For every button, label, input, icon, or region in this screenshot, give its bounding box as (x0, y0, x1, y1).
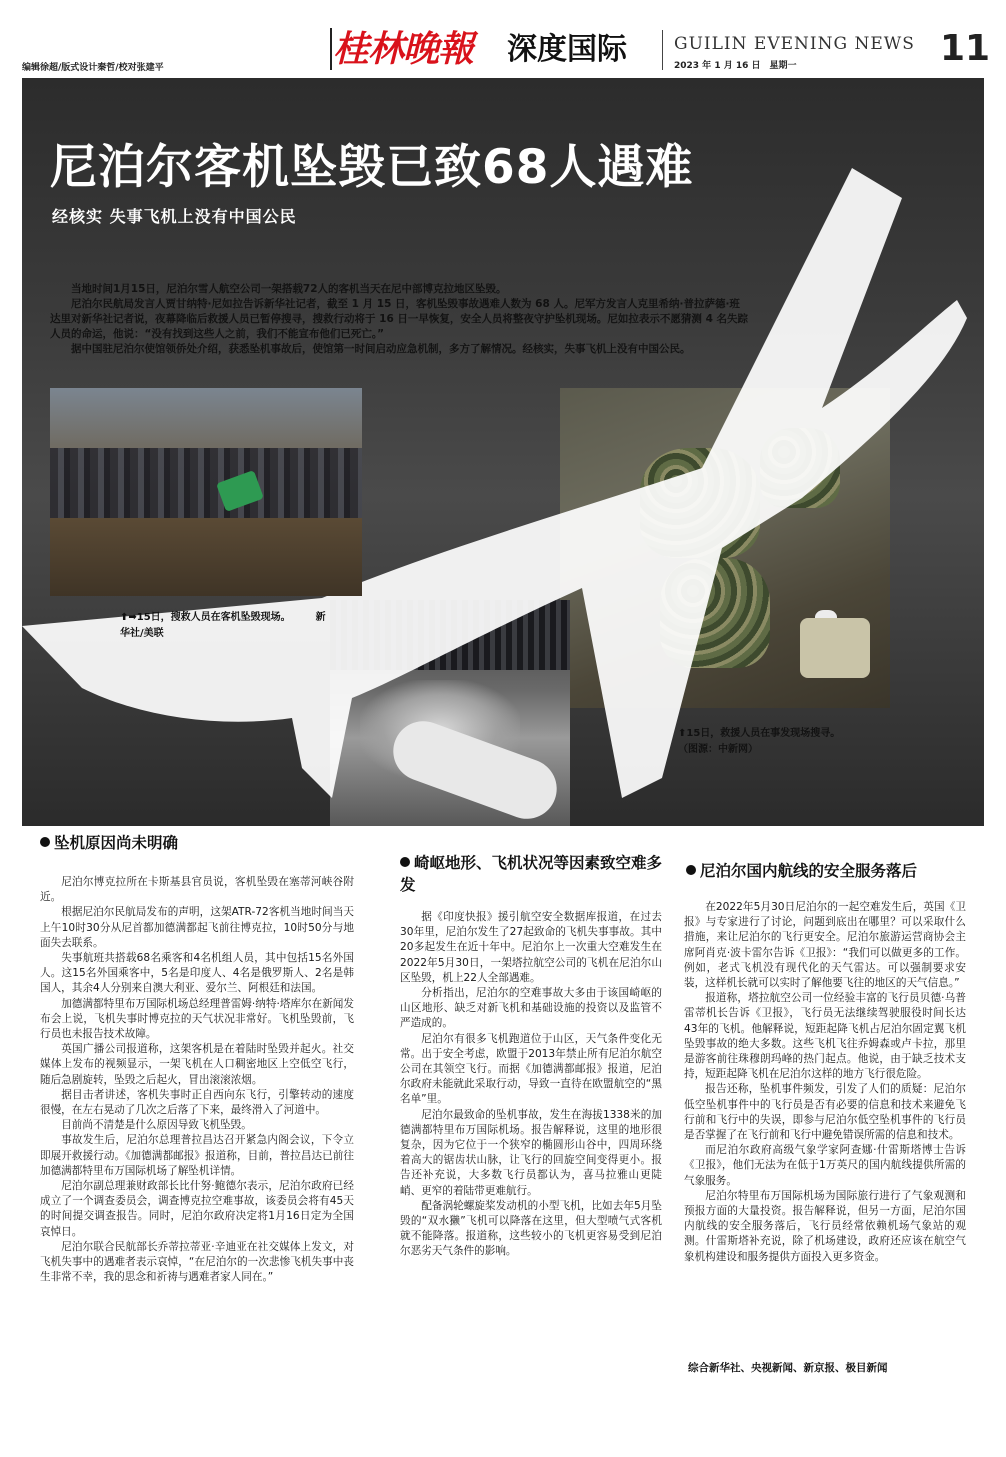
masthead-divider (330, 28, 332, 70)
source-credit: 综合新华社、央视新闻、新京报、极目新闻 (688, 1362, 888, 1374)
lead-paragraph: 当地时间1月15日，尼泊尔雪人航空公司一架搭载72人的客机当天在尼中部博克拉地区坠毁。 (71, 283, 507, 295)
issue-date: 2023 年 1 月 16 日 星期一 (674, 61, 797, 71)
lead-paragraph: 尼泊尔民航局发言人贾甘纳特·尼如拉告诉新华社记者，截至 1 月 15 日，客机坠毁事故遇难人数为 68 人。尼军方发言人克里希纳·普拉萨德·班达里对新华社记者说，夜幕降临后救援人员已暂停搜寻，搜救行动将于 16 日一早恢复，安全人员将整夜守护坠机现场。尼如拉表示不愿猜测 4 名失踪人员的命运，他说：“没有找到这些人之前，我们不能宣布他们已死亡。” (50, 298, 749, 340)
headline: 尼泊尔客机坠毁已致68人遇难 (50, 140, 694, 195)
section-title-2: 崎岖地形、飞机状况等因素致空难多发 (400, 854, 663, 894)
photo-caption-rescuers: ⬆15日，救援人员在事发现场搜寻。（图源：中新网） (678, 728, 841, 755)
editors-line: 编辑徐超/版式设计秦哲/校对张建平 (22, 63, 164, 73)
column-1: 尼泊尔博克拉所在卡斯基县官员说，客机坠毁在塞蒂河峡谷附近。 根据尼泊尔民航局发布的声明，这架ATR-72客机当地时间当天上午10时30分从尼首都加德满都起飞前往博克拉，10时50分与地面失去联系。 失事航班共搭载68名乘客和4名机组人员，其中包括15名外国人。这15名外国乘客中，5名是印度人、4名是俄罗斯人、2名是韩国人，其余4人分别来自澳大利亚、爱尔兰、阿根廷和法国。 加德满都特里布万国际机场总经理普雷姆·纳特·塔库尔在新闻发布会上说，飞机失事时博克拉的天气状况非常好。飞机坠毁前，飞行员也未报告技术故障。 英国广播公司报道称，这架客机是在着陆时坠毁并起火。社交媒体上发布的视频显示，一架飞机在人口稠密地区上空低空飞行，随后急剧旋转，坠毁之后起火，冒出滚滚浓烟。 据目击者讲述，客机失事时正自西向东飞行，引擎转动的速度很慢，在左右晃动了几次之后落了下来，最终滑入了河道中。 目前尚不清楚是什么原因导致飞机坠毁。 事故发生后，尼泊尔总理普拉昌达召开紧急内阁会议，下令立即展开救援行动。《加德满都邮报》报道称，目前，普拉昌达已前往加德满都特里布万国际机场了解坠机详情。 尼泊尔副总理兼财政部长比什努·鲍德尔表示，尼泊尔政府已经成立了一个调查委员会，调查博克拉空难事故，该委员会将有45天的时间提交调查报告。同时，尼泊尔政府决定将1月16日定为全国哀悼日。 尼泊尔联合民航部长乔蒂拉蒂亚·辛迪亚在社交媒体上发文，对飞机失事中的遇难者表示哀悼，“在尼泊尔的一次悲惨飞机失事中丧生非常不幸，我的思念和祈祷与遇难者家人同在。” (40, 876, 354, 1284)
masthead-separator (662, 30, 663, 70)
paper-name-english: GUILIN EVENING NEWS (674, 34, 915, 54)
photo-crash-site (50, 388, 362, 596)
lead-text (50, 282, 750, 357)
subheadline: 经核实 失事飞机上没有中国公民 (52, 207, 297, 226)
section-title-3: 尼泊尔国内航线的安全服务落后 (686, 860, 981, 882)
page-number: 11 (940, 28, 991, 69)
section-title-1: 坠机原因尚未明确 (40, 832, 340, 854)
column-3: 在2022年5月30日尼泊尔的一起空难发生后，英国《卫报》与专家进行了讨论，问题到底出在哪里？可以采取什么措施，来让尼泊尔的飞行更安全。尼泊尔旅游运营商协会主席阿肖克·波卡雷尔告诉《卫报》：“我们可以做更多的工作。例如，老式飞机没有现代化的天气雷达。可以强制要求安装，这样机长就可以实时了解他要飞往的地区的天气信息。” 报道称，塔拉航空公司一位经验丰富的飞行员贝德·乌普雷蒂机长告诉《卫报》，飞行员无法继续驾驶服役时间长达43年的飞机。他解释说，短距起降飞机占尼泊尔固定翼飞机坠毁事故的绝大多数。这些飞机飞往乔姆森或卢卡拉，那里是游客前往珠穆朗玛峰的热门起点。他说，由于缺乏技术支持，短距起降飞机在尼泊尔这样的地方飞行很危险。 报告还称，坠机事件频发，引发了人们的质疑：尼泊尔低空坠机事件中的飞行员是否有必要的信息和技术来避免飞行前和飞行中的失误，即参与尼泊尔低空坠机事件的飞行员是否掌握了在飞行前和飞行中避免错误所需的信息和技术。 而尼泊尔政府高级气象学家阿查娜·什雷斯塔博士告诉《卫报》，他们无法为在低于1万英尺的国内航线提供所需的气象服务。 尼泊尔特里布万国际机场为国际旅行进行了气象观测和预报方面的大量投资。报告解释说，但另一方面，尼泊尔国内航线的安全服务落后，飞行员经常依赖机场气象站的观测。什雷斯塔补充说，除了机场建设，政府还应该在航空气象机构建设和服务提供方面投入更多资金。 (684, 901, 966, 1263)
lead-paragraph: 据中国驻尼泊尔使馆领侨处介绍，获悉坠机事故后，使馆第一时间启动应急机制，多方了解情况。经核实，失事飞机上没有中国公民。 (71, 343, 691, 355)
masthead (0, 0, 1006, 78)
photo-caption-crash-site: ⬆➡15日，搜救人员在客机坠毁现场。 新华社/美联 (120, 612, 326, 639)
newspaper-logo: 桂林晚報 (333, 28, 474, 70)
section-name: 深度国际 (507, 32, 627, 67)
column-2: 据《印度快报》援引航空安全数据库报道，在过去30年里，尼泊尔发生了27起致命的飞机失事事故。其中20多起发生在近十年中。尼泊尔上一次重大空难发生在2022年5月30日，一架塔拉航空公司的飞机在尼泊尔山区坠毁，机上22人全部遇难。 分析指出，尼泊尔的空难事故大多由于该国崎岖的山区地形、缺乏对新飞机和基础设施的投资以及监管不严造成的。 尼泊尔有很多飞机跑道位于山区，天气条件变化无常。出于安全考虑，欧盟于2013年禁止所有尼泊尔航空公司在其领空飞行。而据《加德满都邮报》报道，尼泊尔政府未能就此采取行动，导致一直待在欧盟航空的“黑名单”里。 尼泊尔最致命的坠机事故，发生在海拔1338米的加德满都特里布万国际机场。报告解释说，这里的地形很复杂，因为它位于一个狭窄的椭圆形山谷中，四周环绕着高大的锯齿状山脉，让飞行的回旋空间变得更小。报告还补充说，大多数飞行员都认为，喜马拉雅山更陡峭、更窄的着陆带更难航行。 配备涡轮螺旋桨发动机的小型飞机，比如去年5月坠毁的“双水獭”飞机可以降落在这里，但大型喷气式客机就不能降落。报道称，这些较小的飞机更容易受到尼泊尔恶劣天气条件的影响。 (400, 911, 662, 1258)
